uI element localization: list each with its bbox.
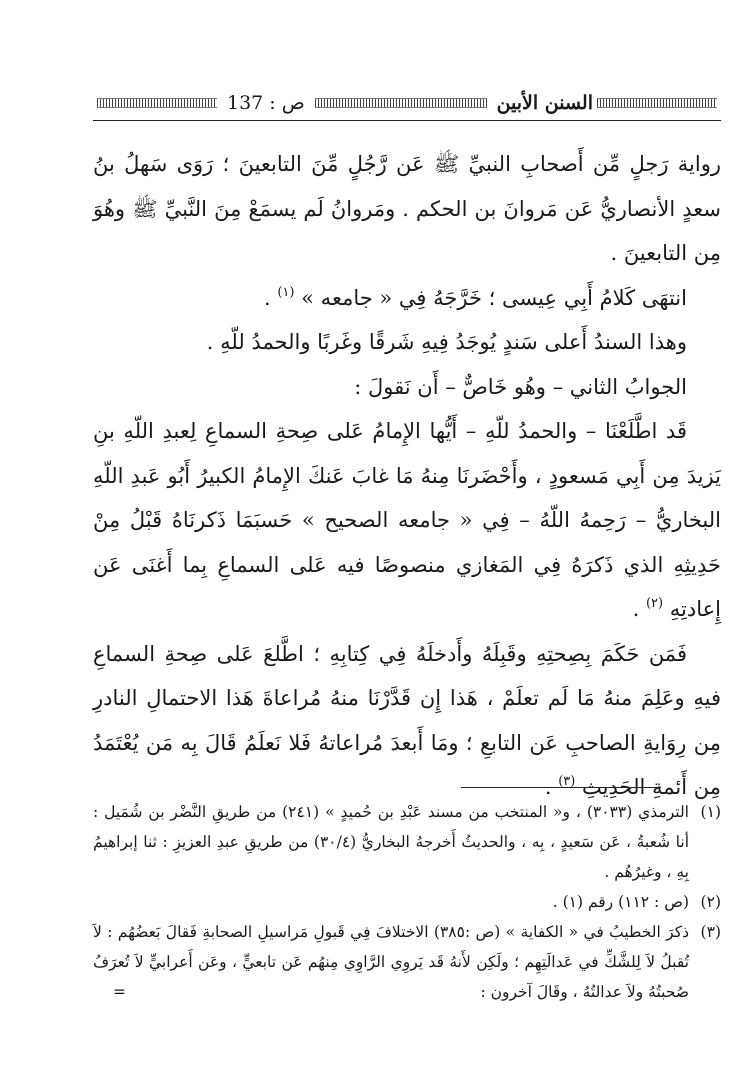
- footnote: [93, 797, 721, 887]
- header-ornament-middle: [315, 98, 487, 108]
- footnote-body: ذكرَ الخطيبُ في « الكفاية » (ص :٣٨٥) الاختلافَ فِي قَبولِ مَراسيلِ الصحابةِ فَقالَ بَعضُهُم : لاَ تُقبلُ لاَ لِلشَّكِّ في عَدالَتِهِم ؛ ولَكِن لأَنهُ قَد يَروِي الرَّاوِي مِنهُم عَن تابعيٍّ ، وعَن أَعرابيٍّ لاَ تُعرَفُ صُحبتُهُ ولاَ عدالتُهُ ، وقَالَ آخرون :: [93, 923, 689, 1001]
- paragraph-text: فَمَن حَكَمَ بِصِحتِهِ وقَبِلَهُ وأَدخلَهُ فِي كِتابِهِ ؛ اطَّلعَ عَلى صِحةِ السماعِ فيهِ وعَلِمَ منهُ مَا لَم تعلَمْ ، هَذا إِن قَدَّرْنَا منهُ مُراعاةَ هَذا الاحتمالِ النادرِ مِن رِوَايةِ الصاحبِ عَن التابعِ ؛ ومَا أَبعدَ مُراعاتهُ فَلا نَعلَمُ قَالَ بِه مَن يُعْتَمَدُ مِن أَئمةِ الحَدِيثِ: [93, 641, 721, 799]
- footnote-text: (ص : ١١٢) رقم (١) .: [552, 893, 689, 911]
- header-ornament-left: [97, 98, 217, 108]
- paragraph-end: .: [263, 285, 278, 310]
- footnote-text: [93, 917, 689, 1007]
- running-header: [93, 90, 721, 116]
- footnote-number: (٣): [700, 923, 721, 941]
- page-number: ص : 137: [227, 92, 305, 114]
- paragraph: [93, 632, 721, 810]
- paragraph-end: .: [632, 597, 646, 621]
- paragraph-end: .: [544, 775, 559, 799]
- footnote-ref: (١): [277, 284, 295, 300]
- footnote-separator: [461, 787, 661, 788]
- paragraph: رواية رَجلٍ مِّن أَصحابِ النبيِّ ﷺ عَن رَّجُلٍ مِّنَ التابعينَ ؛ رَوَى سَهلُ بنُ سعدٍ الأنصاريُّ عَن مَروانَ بن الحكم . ومَروانُ لَم يسمَعْ مِنَ النَّبيِّ ﷺ وهُوَ مِن التابعينَ .: [93, 152, 721, 265]
- paragraph: [93, 409, 721, 632]
- footnote-ref: (٣): [558, 774, 576, 789]
- continuation-mark: =: [113, 983, 126, 1001]
- running-title: السنن الأبين: [496, 92, 593, 114]
- footnote-ref: (٢): [645, 596, 664, 611]
- paragraph-text: قَد اطَّلَعْنَا – والحمدُ للّهِ – أَيُّها الإِمامُ عَلى صِحةِ السماعِ لِعبدِ اللّهِ بنِ يَزيدَ مِن أَبِي مَسعودٍ ، وأَحْضَرنَا مِنهُ مَا غابَ عَنكَ الإِمامُ الكبيرُ أَبُو عَبدِ اللّهِ البخاريُّ – رَحِمهُ اللّهُ – فِي « جامعه الصحيح » حَسبَمَا ذَكرنَاهُ قَبْلُ مِنْ حَدِيثِهِ الذي ذَكرَهُ فِي المَغازي منصوصًا فيه عَلى السماعِ بِما أَغنَى عَن إِعادتِهِ: [93, 419, 721, 621]
- footnote-text: الترمذي (٣٠٣٣) ، و« المنتخب من مسند عَبْدِ بن حُميدٍ » (٢٤١) من طريقِ النَّضْر بن شُمَيل : أنا شُعبةُ ، عَن سَعيدٍ ، بِه ، والحديثُ أَخرجهُ البخاريُّ (٣٠/٤) من طريقِ عبدِ العزيزِ : ثنا إبراهيمُ بِهِ ، وغيرُهُم .: [93, 803, 689, 881]
- paragraph: الجوابُ الثاني – وهُو خَاصٌّ – أَن نَقولَ :: [354, 374, 687, 399]
- header-ornament-right: [597, 98, 717, 108]
- footnote-number: (١): [700, 803, 721, 821]
- footnote-number: (٢): [700, 893, 721, 911]
- paragraph-text: انتهَى كَلامُ أَبِي عِيسى ؛ خَرَّجَهُ فِي « جامعه »: [301, 285, 687, 310]
- footnote: [93, 917, 721, 1007]
- footnotes: [93, 797, 721, 1007]
- header-rule: [93, 120, 721, 121]
- paragraph: [93, 276, 721, 321]
- paragraph: وهذا السندُ أَعلى سَندٍ يُوجَدُ فِيهِ شَرقًا وغَربًا والحمدُ للّهِ .: [206, 330, 687, 354]
- footnote: [93, 887, 721, 917]
- main-text: [93, 142, 721, 810]
